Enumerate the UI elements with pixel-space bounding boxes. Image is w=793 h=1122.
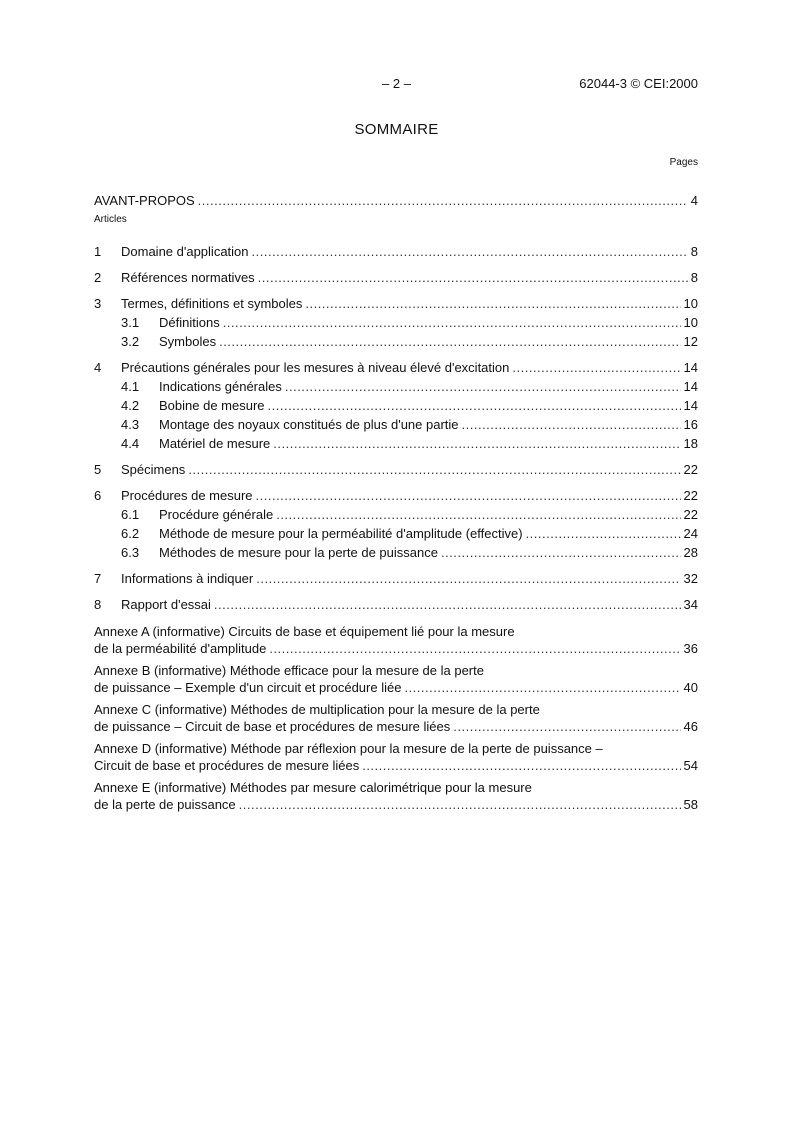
- toc-entry-number: 4.1: [121, 379, 140, 394]
- toc-entry-page: 16: [683, 417, 698, 432]
- toc-entry-label: Procédures de mesure: [121, 488, 253, 503]
- toc-entry-label: Symboles: [159, 334, 217, 349]
- toc-annex-title-cont: de la perméabilité d'amplitude: [94, 641, 267, 656]
- toc-section: [94, 358, 698, 453]
- toc-section: [94, 294, 698, 351]
- toc-entry-label: Spécimens: [121, 462, 186, 477]
- toc-annex-title: Annexe E (informative) Méthodes par mesure calorimétrique pour la mesure: [94, 780, 532, 795]
- toc-entry[interactable]: [94, 268, 698, 287]
- toc-entry-page: 14: [683, 360, 698, 375]
- toc-entry-label: Méthode de mesure pour la perméabilité d'amplitude (effective): [159, 526, 523, 541]
- toc-annex-title-cont: de puissance – Exemple d'un circuit et procédure liée: [94, 680, 402, 695]
- toc-annex[interactable]: [94, 624, 698, 657]
- toc-entry-label: Montage des noyaux constitués de plus d'une partie: [159, 417, 459, 432]
- toc-entry-number: 3.2: [121, 334, 140, 349]
- toc-entry-page: 22: [683, 488, 698, 503]
- pages-column-label: Pages: [669, 157, 698, 168]
- toc-annex[interactable]: [94, 663, 698, 696]
- toc-entries: [94, 242, 698, 614]
- toc-entry-page: 24: [683, 526, 698, 541]
- toc-section: [94, 268, 698, 287]
- toc-annex-title-cont: Circuit de base et procédures de mesure liées: [94, 758, 360, 773]
- toc-annex-title: Annexe D (informative) Méthode par réflexion pour la mesure de la perte de puissance –: [94, 741, 603, 756]
- toc-entry-number: 5: [94, 462, 102, 477]
- toc-section: [94, 460, 698, 479]
- toc-entry[interactable]: [94, 294, 698, 313]
- toc-entry-page: 32: [683, 571, 698, 586]
- toc-entry-number: 4.4: [121, 436, 140, 451]
- toc-subentry[interactable]: [94, 505, 698, 524]
- toc-section: [94, 242, 698, 261]
- toc-entry-page: 8: [690, 244, 698, 259]
- toc-entry-number: 4: [94, 360, 102, 375]
- toc-subentry[interactable]: [94, 313, 698, 332]
- toc-subentry[interactable]: [94, 434, 698, 453]
- toc-entry-number: 4.2: [121, 398, 140, 413]
- toc-annex-title: Annexe B (informative) Méthode efficace pour la mesure de la perte: [94, 663, 484, 678]
- toc-foreword-label: AVANT-PROPOS: [94, 193, 195, 208]
- toc-entry-number: 2: [94, 270, 102, 285]
- toc-entry-number: 6.2: [121, 526, 140, 541]
- toc-entry[interactable]: [94, 486, 698, 505]
- toc-section: [94, 595, 698, 614]
- toc-entry-label: Procédure générale: [159, 507, 274, 522]
- toc-entry-label: Définitions: [159, 315, 220, 330]
- toc-annex-page: 54: [683, 758, 698, 773]
- page-number: – 2 –: [382, 76, 411, 91]
- toc-foreword[interactable]: [94, 191, 698, 210]
- toc-entry-page: 14: [683, 379, 698, 394]
- toc-entry-label: Matériel de mesure: [159, 436, 271, 451]
- toc-annex-title: Annexe A (informative) Circuits de base et équipement lié pour la mesure: [94, 624, 515, 639]
- toc-annex-title: Annexe C (informative) Méthodes de multiplication pour la mesure de la perte: [94, 702, 540, 717]
- toc-entry-label: Termes, définitions et symboles: [121, 296, 303, 311]
- toc-entry-page: 18: [683, 436, 698, 451]
- toc-annex-title-cont: de la perte de puissance: [94, 797, 236, 812]
- page-title: SOMMAIRE: [354, 121, 439, 138]
- toc-entry[interactable]: [94, 358, 698, 377]
- toc-annex-page: 40: [683, 680, 698, 695]
- toc-entry-page: 8: [690, 270, 698, 285]
- toc-entry-label: Indications générales: [159, 379, 282, 394]
- toc-entry-number: 6.1: [121, 507, 140, 522]
- toc-entry[interactable]: [94, 242, 698, 261]
- toc-entry-number: 1: [94, 244, 102, 259]
- toc-annex-title-cont: de puissance – Circuit de base et procédures de mesure liées: [94, 719, 451, 734]
- articles-label: Articles: [94, 214, 127, 225]
- toc-annex-page: 46: [683, 719, 698, 734]
- toc-entry-number: 4.3: [121, 417, 140, 432]
- toc-entry-page: 22: [683, 462, 698, 477]
- toc-entry-label: Domaine d'application: [121, 244, 249, 259]
- toc-subentry[interactable]: [94, 396, 698, 415]
- toc-entry-label: Informations à indiquer: [121, 571, 254, 586]
- toc-entry-number: 3.1: [121, 315, 140, 330]
- toc-section: [94, 486, 698, 562]
- toc-section: [94, 569, 698, 588]
- toc-entry-label: Rapport d'essai: [121, 597, 211, 612]
- toc-entry-number: 6: [94, 488, 102, 503]
- toc-entry-page: 14: [683, 398, 698, 413]
- toc-subentry[interactable]: [94, 543, 698, 562]
- toc-entry-number: 3: [94, 296, 102, 311]
- toc-annex[interactable]: [94, 741, 698, 774]
- toc-foreword-page: 4: [690, 193, 698, 208]
- toc-annexes: [94, 624, 698, 813]
- toc-entry-page: 10: [683, 315, 698, 330]
- toc-subentry[interactable]: [94, 524, 698, 543]
- toc-entry-label: Bobine de mesure: [159, 398, 265, 413]
- toc-annex-page: 58: [683, 797, 698, 812]
- toc-entry-number: 7: [94, 571, 102, 586]
- toc-subentry[interactable]: [94, 415, 698, 434]
- toc-entry[interactable]: [94, 595, 698, 614]
- table-of-contents: [94, 191, 698, 813]
- toc-entry-page: 28: [683, 545, 698, 560]
- toc-entry[interactable]: [94, 569, 698, 588]
- toc-annex[interactable]: [94, 702, 698, 735]
- toc-annex[interactable]: [94, 780, 698, 813]
- toc-entry-page: 34: [683, 597, 698, 612]
- document-reference: 62044-3 © CEI:2000: [579, 76, 698, 91]
- toc-entry-label: Précautions générales pour les mesures à niveau élevé d'excitation: [121, 360, 510, 375]
- toc-entry-label: Références normatives: [121, 270, 255, 285]
- toc-entry-page: 12: [683, 334, 698, 349]
- toc-entry-label: Méthodes de mesure pour la perte de puissance: [159, 545, 438, 560]
- toc-entry-page: 22: [683, 507, 698, 522]
- toc-subentry[interactable]: [94, 377, 698, 396]
- toc-entry-page: 10: [683, 296, 698, 311]
- toc-annex-page: 36: [683, 641, 698, 656]
- toc-entry-number: 6.3: [121, 545, 140, 560]
- toc-entry-number: 8: [94, 597, 102, 612]
- toc-entry[interactable]: [94, 460, 698, 479]
- toc-subentry[interactable]: [94, 332, 698, 351]
